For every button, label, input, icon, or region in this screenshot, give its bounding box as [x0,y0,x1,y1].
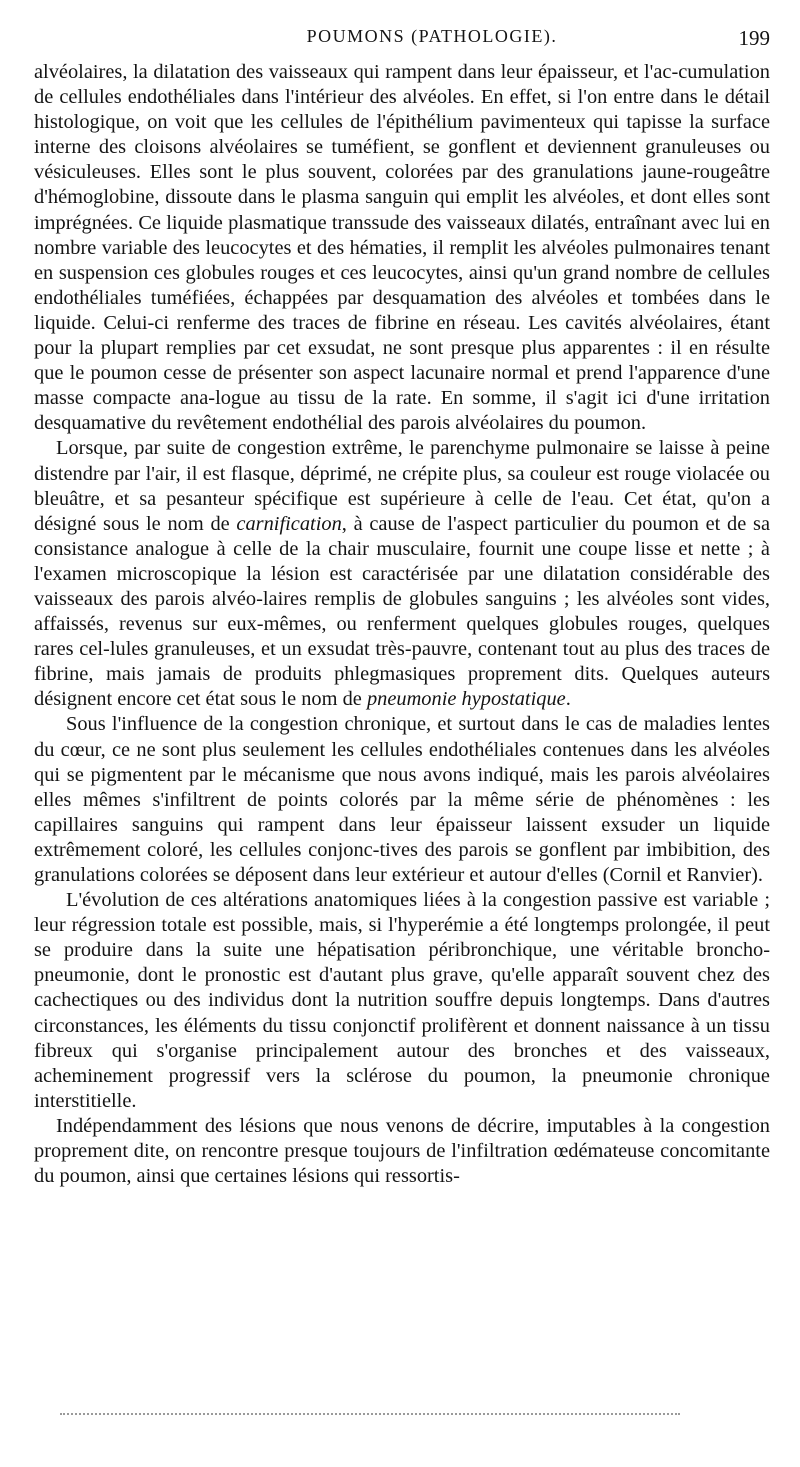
paragraph-text: Sous l'influence de la congestion chronique, et surtout dans le cas de maladies lentes du cœur, ce ne sont plus seulement les cellules endothéliales contenues dans les alvéoles qui se pigmentent par le mécanisme que nous avons indiqué, mais les parois alvéolaires elles mêmes s'infiltrent de points colorés par la même série de phénomènes : les capillaires sanguins qui rampent dans leur épaisseur laissent exsuder un liquide extrêmement coloré, les cellules conjonc-tives des parois se gonflent par imbibition, des granulations colorées se déposent dans leur extérieur et autour d'elles (Cornil et Ranvier). [34,713,770,886]
paragraph-text: Lorsque, par suite de congestion extrême, le parenchyme pulmonaire se laisse à peine distendre par l'air, il est flasque, déprimé, ne crépite plus, sa couleur est rouge violacée ou bleuâtre, et sa pesanteur spécifique est supérieure à celle de l'eau. Cet état, qu'on a désigné sous le nom de [34,437,770,535]
paragraph [34,436,770,712]
paragraph-text: L'évolution de ces altérations anatomiques liées à la congestion passive est variable ; leur régression totale est possible, mais, si l'hyperémie a été longtemps prolongée, il peut se produire dans la suite une hépatisation péribronchique, une véritable broncho-pneumonie, dont le pronostic est d'autant plus grave, qu'elle apparaît souvent chez des cachectiques ou des individus dont la nutrition souffre depuis longtemps. Dans d'autres circonstances, les éléments du tissu conjonctif prolifèrent et donnent naissance à un tissu fibreux qui s'organise principalement autour des bronches et des vaisseaux, acheminement progressif vers la sclérose du poumon, la pneumonie chronique interstitielle. [34,889,770,1112]
paragraph-text: alvéolaires, la dilatation des vaisseaux qui rampent dans leur épaisseur, et l'ac-cumulation de cellules endothéliales dans l'intérieur des alvéoles. En effet, si l'on entre dans le détail histologique, on voit que les cellules de l'épithélium pavimenteux qui tapisse la surface interne des cloisons alvéolaires se tuméfient, se gonflent et deviennent granuleuses ou vésiculeuses. Elles sont le plus souvent, colorées par des granulations jaune-rougeâtre d'hémoglobine, dissoute dans le plasma sanguin qui emplit les alvéoles, et dont elles sont imprégnées. Ce liquide plasmatique transsude des vaisseaux dilatés, entraînant avec lui en nombre variable des leucocytes et des hématies, il remplit les alvéoles pulmonaires tenant en suspension ces globules rouges et ces leucocytes, ainsi qu'un grand nombre de cellules endothéliales tuméfiées, échappées par desquamation des alvéoles et tombées dans le liquide. Celui-ci renferme des traces de fibrine en réseau. Les cavités alvéolaires, étant pour la plupart remplies par cet exsudat, ne sont presque plus apparentes : il en résulte que le poumon cesse de présenter son aspect lacunaire normal et prend l'apparence d'une masse compacte ana-logue au tissu de la rate. En somme, il s'agit ici d'une irritation desquamative du revêtement endothélial des parois alvéolaires du poumon. [34,61,770,435]
paragraph [34,888,770,1114]
page [34,26,770,1189]
paragraph [34,1114,770,1189]
paragraph [34,712,770,888]
footer-dotted-rule [60,1413,680,1415]
paragraph-text: . [565,688,571,711]
paragraph-text: Indépendamment des lésions que nous venons de décrire, imputables à la congestion proprement dite, on rencontre presque toujours de l'infiltration œdémateuse concomitante du poumon, ainsi que certaines lésions qui ressortis- [34,1114,770,1188]
italic-term-pneumonie-hypostatique: pneumonie hypostatique [366,688,566,711]
page-number: 199 [738,26,770,50]
italic-term-carnification: carnification [236,512,342,535]
body-text [34,60,770,1189]
running-head [34,26,770,60]
running-title: POUMONS (PATHOLOGIE). [306,26,558,46]
paragraph-text: , à cause de l'aspect particulier du poumon et de sa consistance analogue à celle de la chair musculaire, fournit une coupe lisse et nette ; à l'examen microscopique la lésion est caractérisée par une dilatation considérable des vaisseaux des parois alvéo-laires remplis de globules sanguins ; les alvéoles sont vides, affaissés, revenus sur eux-mêmes, ou renferment quelques globules rouges, quelques rares cel-lules granuleuses, et un exsudat très-pauvre, contenant tout au plus des traces de fibrine, mais jamais de produits phlegmasiques proprement dits. Quelques auteurs désignent encore cet état sous le nom de [34,512,770,711]
paragraph [34,60,770,436]
